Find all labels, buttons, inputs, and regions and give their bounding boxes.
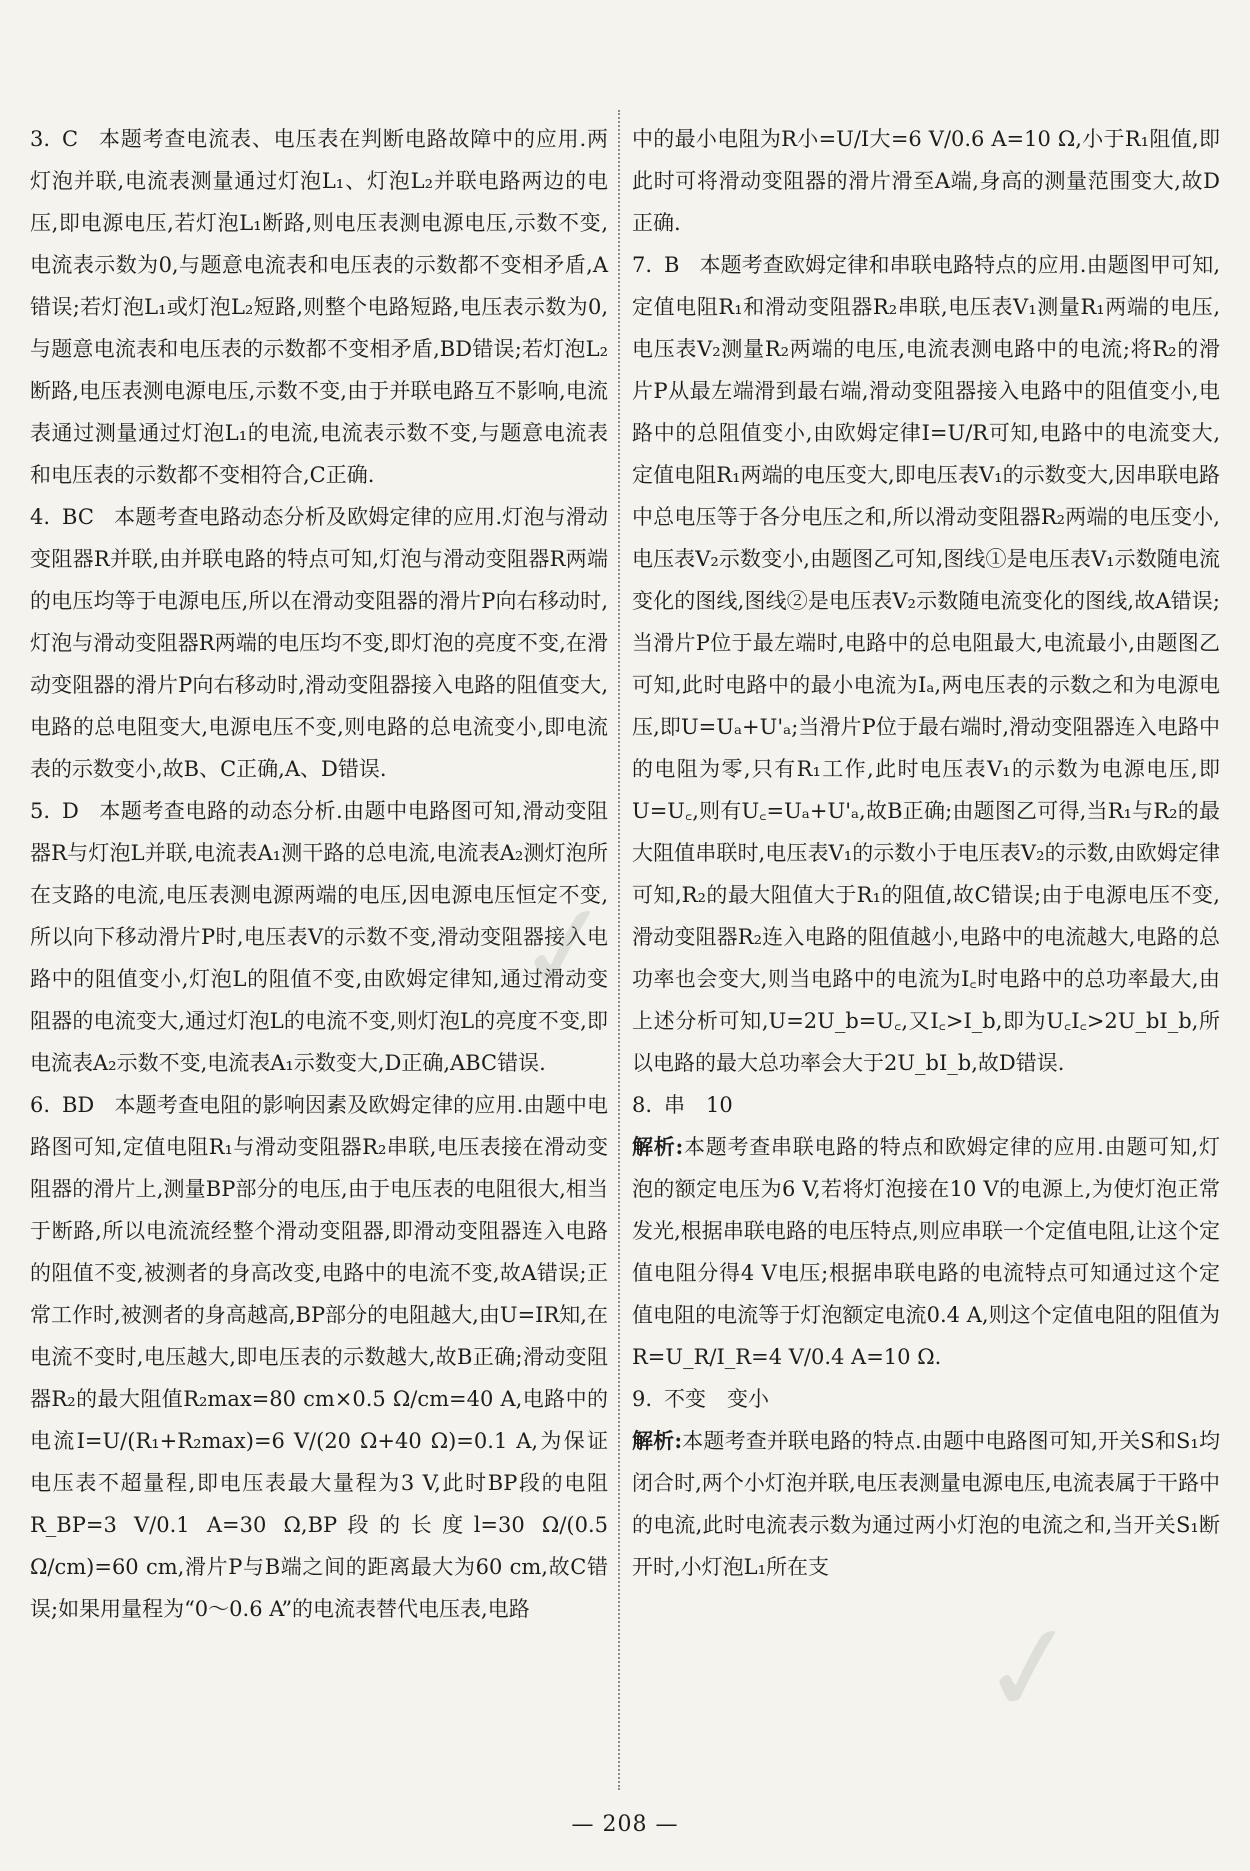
item-explanation: 本题考查电路动态分析及欧姆定律的应用.灯泡与滑动变阻器R并联,由并联电路的特点可知,灯泡与滑动变阻器R两端的电压均等于电源电压,所以在滑动变阻器的滑片P向右移动时,灯泡与滑动变阻器R两端的电压均不变,即灯泡的亮度不变,在滑动变阻器的滑片P向右移动时,滑动变阻器接入电路的阻值变大,电路的总电阻变大,电源电压不变,则电路的总电流变小,即电流表的示数变小,故B、C正确,A、D错误. (30, 505, 608, 781)
answer-item-4 (30, 496, 608, 790)
item-explanation: 中的最小电阻为R小=U/I大=6 V/0.6 A=10 Ω,小于R₁阻值,即此时可将滑动变阻器的滑片滑至A端,身高的测量范围变大,故D正确. (632, 127, 1220, 235)
left-column (30, 118, 608, 1630)
answer-item-6-continued (632, 118, 1220, 244)
item-explanation: 本题考查串联电路的特点和欧姆定律的应用.由题可知,灯泡的额定电压为6 V,若将灯泡接在10 V的电源上,为使灯泡正常发光,根据串联电路的电压特点,则应串联一个定值电阻,让这个定值电阻分得4 V电压;根据串联电路的电流特点可知通过这个定值电阻的电流等于灯泡额定电流0.4 A,则这个定值电阻的阻值为R=U_R/I_R=4 V/0.4 A=10 Ω. (632, 1135, 1220, 1369)
item-number: 5. (30, 799, 51, 823)
right-column (632, 118, 1220, 1588)
analysis-9 (632, 1420, 1220, 1588)
analysis-label: 解析: (632, 1428, 683, 1453)
item-answer: B (664, 253, 680, 277)
answer-item-3 (30, 118, 608, 496)
item-answer: 不变 变小 (664, 1387, 769, 1411)
item-explanation: 本题考查电阻的影响因素及欧姆定律的应用.由题中电路图可知,定值电阻R₁与滑动变阻器R₂串联,电压表接在滑动变阻器的滑片上,测量BP部分的电压,由于电压表的电阻很大,相当于断路,所以电流流经整个滑动变阻器,即滑动变阻器连入电路的阻值不变,被测者的身高改变,电路中的电流不变,故A错误;正常工作时,被测者的身高越高,BP部分的电阻越大,由U=IR知,在电流不变时,电压越大,即电压表的示数越大,故B正确;滑动变阻器R₂的最大阻值R₂max=80 cm×0.5 Ω/cm=40 A,电路中的电流I=U/(R₁+R₂max)=6 V/(20 Ω+40 Ω)=0.1 A,为保证电压表不超量程,即电压表最大量程为3 V,此时BP段的电阻R_BP=3 V/0.1 A=30 Ω,BP段的长度l=30 Ω/(0.5 Ω/cm)=60 cm,滑片P与B端之间的距离最大为60 cm,故C错误;如果用量程为“0～0.6 A”的电流表替代电压表,电路 (30, 1093, 608, 1621)
item-number: 4. (30, 505, 51, 529)
answer-item-5 (30, 790, 608, 1084)
page-number: — 208 — (571, 1812, 679, 1837)
item-answer: C (62, 127, 79, 151)
watermark-icon: ✓ (505, 873, 625, 1026)
item-answer: BC (62, 505, 94, 529)
item-explanation: 本题考查电流表、电压表在判断电路故障中的应用.两灯泡并联,电流表测量通过灯泡L₁、灯泡L₂并联电路两边的电压,即电源电压,若灯泡L₁断路,则电压表测电源电压,示数不变,电流表示数为0,与题意电流表和电压表的示数都不变相矛盾,A错误;若灯泡L₁或灯泡L₂短路,则整个电路短路,电压表示数为0,与题意电流表和电压表的示数都不变相矛盾,BD错误;若灯泡L₂断路,电压表测电源电压,示数不变,由于并联电路互不影响,电流表通过测量通过灯泡L₁的电流,电流表示数不变,与题意电流表和电压表的示数都不变相符合,C正确. (30, 127, 608, 487)
analysis-label: 解析: (632, 1134, 684, 1159)
answer-item-8 (632, 1084, 1220, 1126)
item-number: 8. (632, 1093, 653, 1117)
item-answer: 串 10 (664, 1093, 733, 1117)
item-number: 9. (632, 1387, 653, 1411)
item-answer: D (62, 799, 79, 823)
answer-item-9 (632, 1378, 1220, 1420)
column-divider (618, 110, 620, 1790)
analysis-8 (632, 1126, 1220, 1378)
item-explanation: 本题考查欧姆定律和串联电路特点的应用.由题图甲可知,定值电阻R₁和滑动变阻器R₂串联,电压表V₁测量R₁两端的电压,电压表V₂测量R₂两端的电压,电流表测电路中的电流;将R₂的滑片P从最左端滑到最右端,滑动变阻器接入电路中的阻值变小,电路中的总阻值变小,由欧姆定律I=U/R可知,电路中的电流变大,定值电阻R₁两端的电压变大,即电压表V₁的示数变大,因串联电路中总电压等于各分电压之和,所以滑动变阻器R₂两端的电压变小,电压表V₂示数变小,由题图乙可知,图线①是电压表V₁示数随电流变化的图线,图线②是电压表V₂示数随电流变化的图线,故A错误;当滑片P位于最左端时,电路中的总电阻最大,电流最小,由题图乙可知,此时电路中的最小电流为Iₐ,两电压表的示数之和为电源电压,即U=Uₐ+U'ₐ;当滑片P位于最右端时,滑动变阻器连入电路中的电阻为零,只有R₁工作,此时电压表V₁的示数为电源电压,即U=U꜀,则有U꜀=Uₐ+U'ₐ,故B正确;由题图乙可得,当R₁与R₂的最大阻值串联时,电压表V₁的示数小于电压表V₂的示数,由欧姆定律可知,R₂的最大阻值大于R₁的阻值,故C错误;由于电源电压不变,滑动变阻器R₂连入电路的阻值越小,电路中的电流越大,电路的总功率也会变大,则当电路中的电流为I꜀时电路中的总功率最大,由上述分析可知,U=2U_b=U꜀,又I꜀>I_b,即为U꜀I꜀>2U_bI_b,所以电路的最大总功率会大于2U_bI_b,故D错误. (632, 253, 1220, 1075)
item-number: 6. (30, 1093, 51, 1117)
answer-item-6 (30, 1084, 608, 1630)
item-number: 3. (30, 127, 51, 151)
watermark-icon: ✓ (970, 1593, 1090, 1746)
item-explanation: 本题考查并联电路的特点.由题中电路图可知,开关S和S₁均闭合时,两个小灯泡并联,电压表测量电源电压,电流表属于干路中的电流,此时电流表示数为通过两小灯泡的电流之和,当开关S₁断开时,小灯泡L₁所在支 (632, 1429, 1220, 1579)
item-answer: BD (62, 1093, 95, 1117)
item-number: 7. (632, 253, 653, 277)
item-explanation: 本题考查电路的动态分析.由题中电路图可知,滑动变阻器R与灯泡L并联,电流表A₁测干路的总电流,电流表A₂测灯泡所在支路的电流,电压表测电源两端的电压,因电源电压恒定不变,所以向下移动滑片P时,电压表V的示数不变,滑动变阻器接入电路中的阻值变小,灯泡L的阻值不变,由欧姆定律知,通过滑动变阻器的电流变大,通过灯泡L的电流不变,则灯泡L的亮度不变,即电流表A₂示数不变,电流表A₁示数变大,D正确,ABC错误. (30, 799, 608, 1075)
answer-item-7 (632, 244, 1220, 1084)
